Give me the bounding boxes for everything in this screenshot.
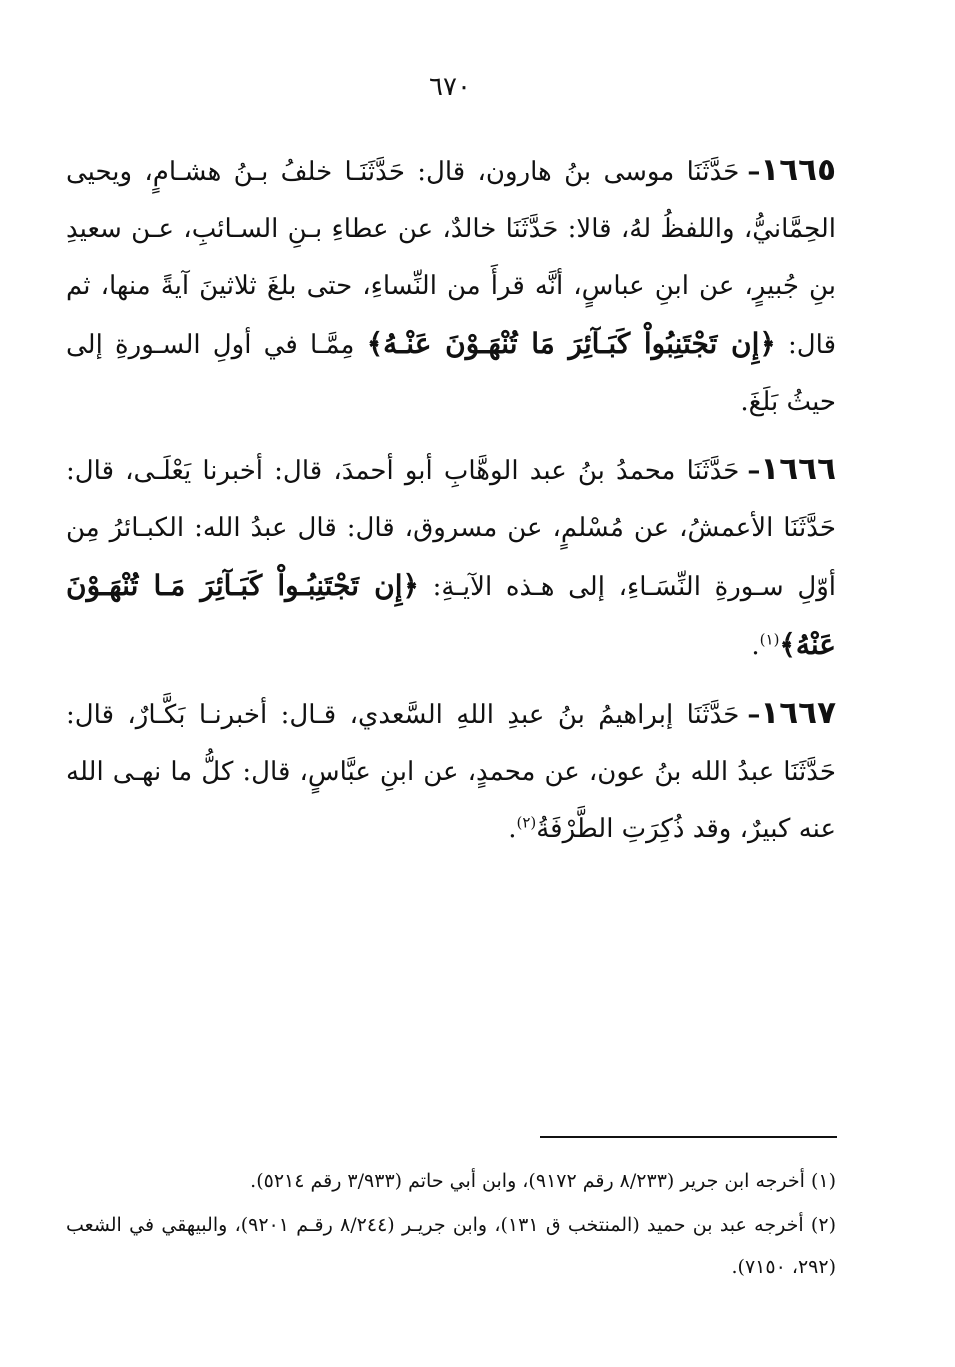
hadith-paragraph-1667 [66,685,836,858]
hadith-number: ١٦٦٦ [760,451,836,487]
footnote-1: (١) أخرجه ابن جرير (٨/٢٣٣ رقم ٩١٧٢)، وابن أبي حاتم (٣/٩٣٣ رقم ٥٢١٤). [250,1170,836,1192]
hadith-dash: – [747,157,761,187]
hadith-text-block [66,142,836,868]
footnote-reference: (١) [759,630,780,649]
quran-verse: ﴿إِن تَجْتَنِبُـواْ كَبَـآئِرَ مَـا تُنْهَـوْنَ عَنْهُ﴾ [66,569,836,661]
footnote-separator [540,1136,837,1138]
page-number: ٦٧٠ [429,72,471,102]
hadith-text: حَدَّثَنَا محمدُ بنُ عبد الوهَّابِ أبو أحمدَ، قال: أخبرنا يَعْلَـى، قال: حَدَّثَنَا الأعمشُ، عن مُسْلمٍ، عن مسروق، قال: قال عبدُ الله: الكبـائرُ مِن أوّلِ سـورةِ النِّسَـاءِ، إلى هـذه الآيـةِ: [66,456,836,602]
quran-verse: ﴿إِن تَجْتَنِبُواْ كَبَـآئِرَ مَا تُنْهَـوْنَ عَنْـهُ﴾ [366,327,776,360]
hadith-text: حَدَّثَنَا موسى بنُ هارون، قال: حَدَّثَنَـا خلفُ بـنُ هشـامٍ، ويحيى الحِمَّانيُّ، واللفظُ لهُ، قالا: حَدَّثَنَا خالدٌ، عن عطاءِ بـنِ السـائبِ، عـن سعيدِ بنِ جُبيرٍ، عن ابنِ عباسٍ، أنَّه قرأَ من النِّساءِ، حتى بلغَ ثلاثينَ آيةً منها، ثم قال: [66,157,837,360]
hadith-number: ١٦٦٥ [760,152,836,188]
hadith-end-punctuation: . [751,631,760,661]
hadith-paragraph-1666 [66,441,836,675]
footnote-reference: (٢) [516,813,537,832]
footnotes-section [66,1160,836,1290]
hadith-end-punctuation: . [508,814,517,844]
hadith-dash: – [747,456,761,486]
hadith-dash: – [747,700,761,730]
hadith-paragraph-1665 [66,142,836,431]
hadith-number: ١٦٦٧ [760,695,836,731]
hadith-text: حَدَّثَنَا إبراهيمُ بنُ عبدِ اللهِ السَّعدي، قـال: أخبرنـا بَكَّـارٌ، قال: حَدَّثَنَا عبدُ الله بنُ عون، عن محمدٍ، عن ابنِ عبَّاسٍ، قال: كلُّ ما نهـى الله عنه كبيرٌ، وقد ذُكِرَتِ الطَّرْفَةُ [66,700,836,844]
footnote-2: (٢) أخرجه عبد بن حميد (المنتخب ق ١٣١)، وابن جريـر (٨/٢٤٤ رقـم ٩٢٠١)، والبيهقي في الشعب (٢٩٢، ٧١٥٠). [66,1214,836,1278]
hadith-text-continued: مِمَّـا في أولِ السـورةِ إلى حيثُ بَلَغَ. [66,330,836,417]
